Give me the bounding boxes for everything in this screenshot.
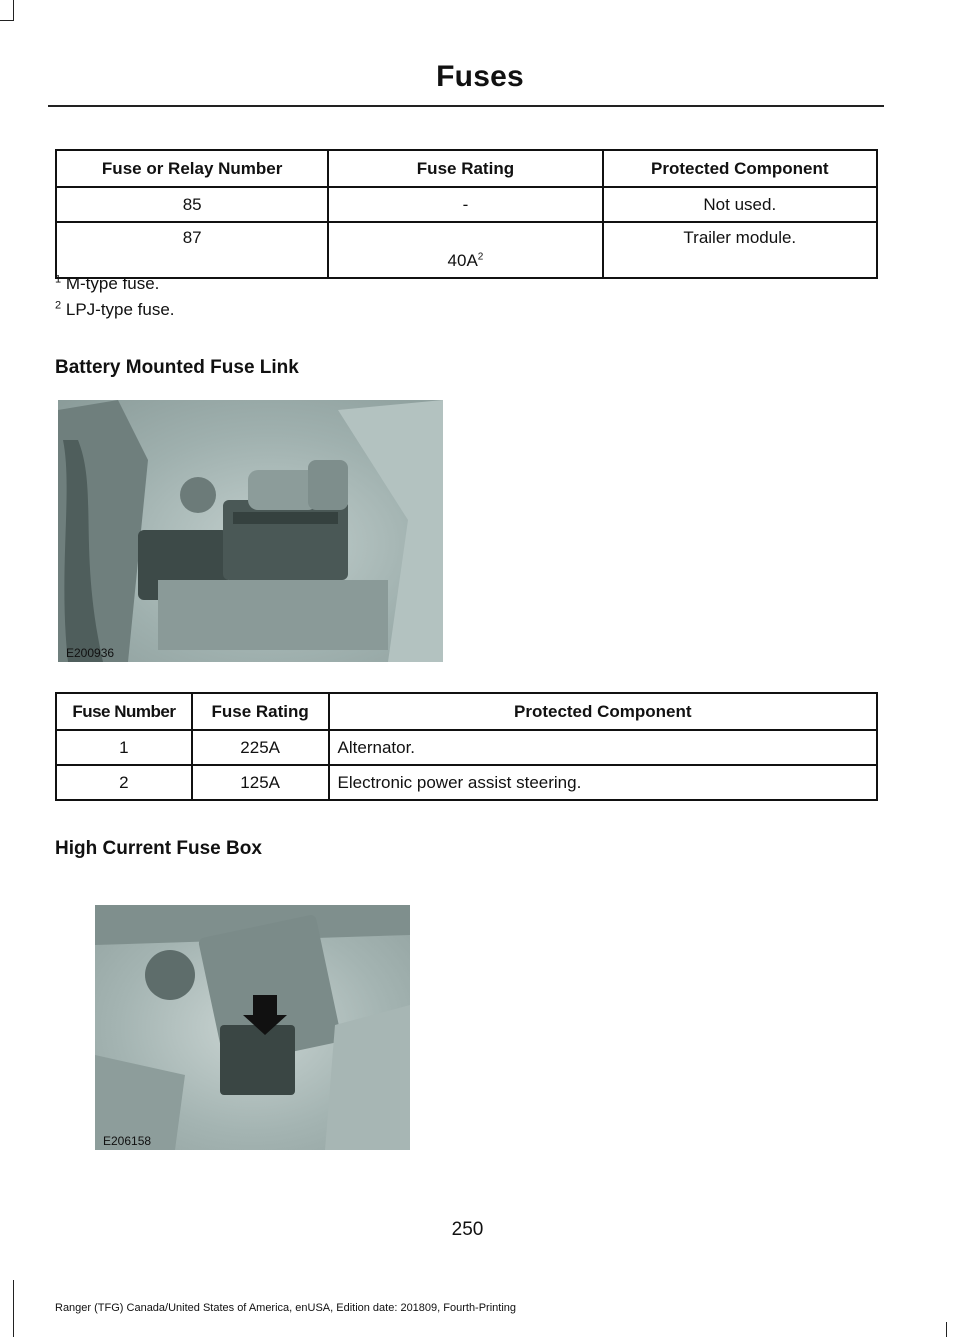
fuse-number-cell: 1 xyxy=(56,730,192,765)
footnote-ref: 2 xyxy=(477,251,484,263)
table-row xyxy=(56,730,877,765)
page-title: Fuses xyxy=(436,60,524,93)
fuse-number-cell: 2 xyxy=(56,765,192,800)
fuse-rating-cell: 125A xyxy=(192,765,329,800)
column-header: Protected Component xyxy=(329,693,877,730)
protected-component-cell: Not used. xyxy=(603,187,877,222)
high-current-fuse-box-photo xyxy=(95,905,410,1150)
fuse-number-cell: 87 xyxy=(56,222,328,278)
battery-fuse-link-photo xyxy=(58,400,443,662)
figure-label: E200936 xyxy=(66,646,115,660)
rating-value: 40A xyxy=(447,251,478,270)
footnote-text: M-type fuse. xyxy=(65,274,160,293)
column-header: Fuse Number xyxy=(56,693,192,730)
page-number: 250 xyxy=(451,1219,484,1240)
table-header-row xyxy=(56,693,877,730)
crop-mark xyxy=(0,20,14,21)
crop-mark xyxy=(13,1280,14,1337)
section-heading-battery-fuse-link: Battery Mounted Fuse Link xyxy=(55,357,299,378)
fuse-number-cell: 85 xyxy=(56,187,328,222)
footnote-mark: 2 xyxy=(55,299,62,312)
protected-component-cell: Trailer module. xyxy=(603,222,877,278)
fuse-rating-cell: 225A xyxy=(192,730,329,765)
footnote-text: LPJ-type fuse. xyxy=(65,300,175,319)
protected-component-cell: Electronic power assist steering. xyxy=(329,765,877,800)
column-header: Protected Component xyxy=(603,150,877,187)
protected-component-cell: Alternator. xyxy=(329,730,877,765)
footer-text: Ranger (TFG) Canada/United States of America, enUSA, Edition date: 201809, Fourth-Printing xyxy=(55,1302,517,1314)
column-header: Fuse Rating xyxy=(192,693,329,730)
table-header-row xyxy=(56,150,877,187)
footnote xyxy=(55,274,159,294)
column-header: Fuse Rating xyxy=(328,150,602,187)
battery-fuse-link-table xyxy=(55,692,878,801)
footnote-mark: 1 xyxy=(55,273,62,286)
header-divider xyxy=(48,105,884,107)
fuse-rating-cell xyxy=(328,222,602,278)
fuse-relay-table xyxy=(55,149,878,279)
table-row xyxy=(56,222,877,278)
engine-bay-illustration xyxy=(95,905,410,1150)
table-row xyxy=(56,187,877,222)
crop-mark xyxy=(946,1322,947,1337)
fuse-rating-cell: - xyxy=(328,187,602,222)
footnote xyxy=(55,300,175,320)
section-heading-high-current-fuse-box: High Current Fuse Box xyxy=(55,838,262,859)
table-row xyxy=(56,765,877,800)
figure-label: E206158 xyxy=(103,1134,152,1148)
engine-bay-illustration xyxy=(58,400,443,662)
column-header: Fuse or Relay Number xyxy=(56,150,328,187)
crop-mark xyxy=(13,0,14,20)
